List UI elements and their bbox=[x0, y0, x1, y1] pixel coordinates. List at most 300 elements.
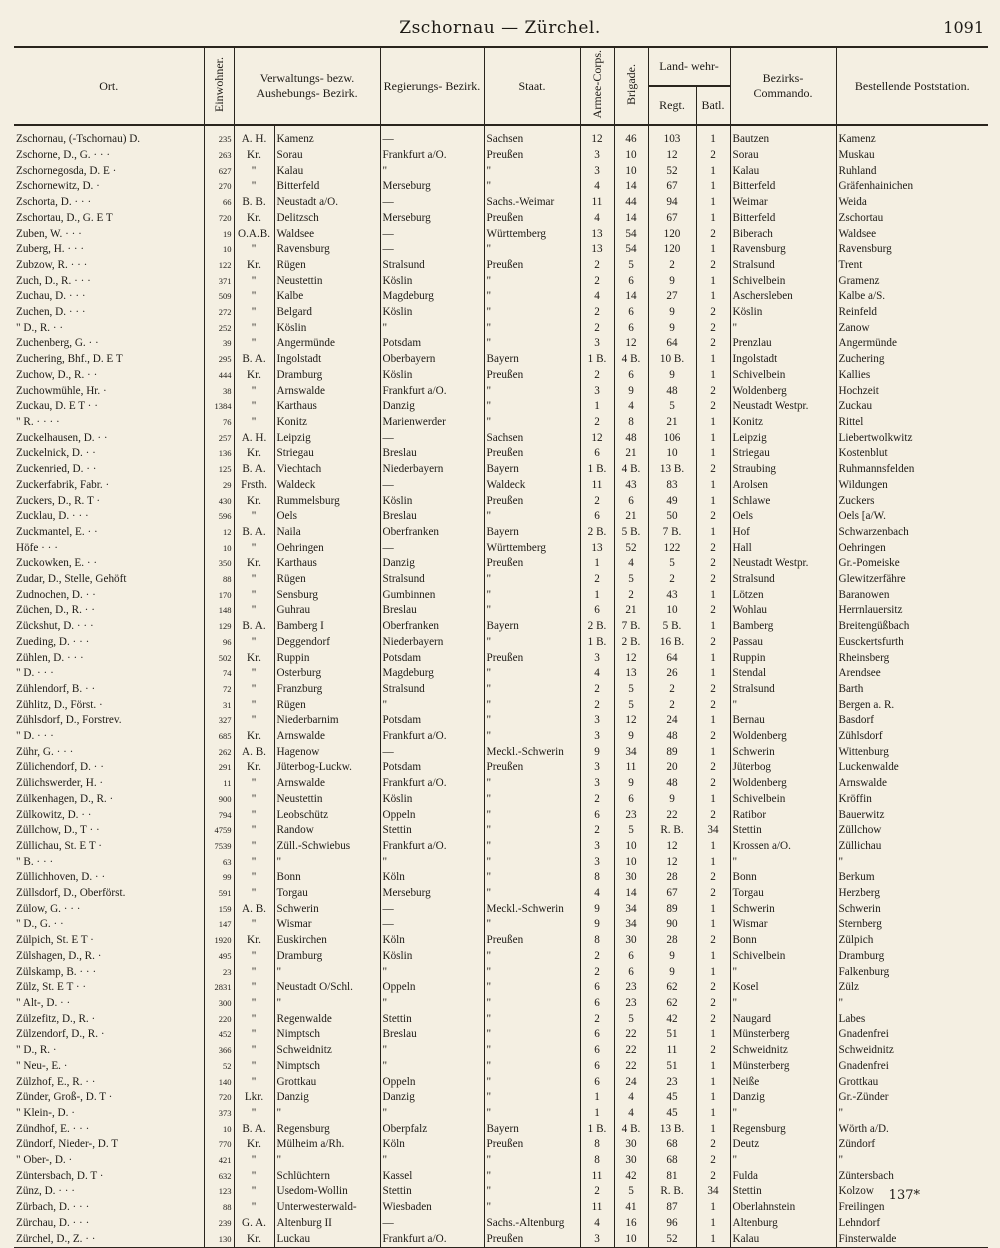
state-cell: Sachsen bbox=[484, 431, 580, 447]
inhabitants-cell: 147 bbox=[204, 917, 234, 933]
landwehr-regiment-cell: 48 bbox=[648, 729, 696, 745]
brigade-cell: 5 bbox=[614, 823, 648, 839]
district-type-cell: A. H. bbox=[234, 431, 274, 447]
district-command-cell: Kalau bbox=[730, 1232, 836, 1248]
post-station-cell: Züllichau bbox=[836, 839, 988, 855]
brigade-cell: 12 bbox=[614, 713, 648, 729]
place-name-cell: Zuckmantel, E. · · bbox=[16, 525, 98, 538]
post-station-cell: Reinfeld bbox=[836, 305, 988, 321]
landwehr-battalion-cell: 1 bbox=[696, 1216, 730, 1232]
landwehr-battalion-cell: 2 bbox=[696, 603, 730, 619]
district-command-cell: Woldenberg bbox=[730, 384, 836, 400]
inhabitants-cell: 130 bbox=[204, 1232, 234, 1248]
district-type-cell: Kr. bbox=[234, 211, 274, 227]
district-type-cell: " bbox=[234, 1075, 274, 1091]
district-cell: Waldsee bbox=[274, 227, 380, 243]
place-name-cell: Zülskamp, B. · · · bbox=[16, 965, 97, 978]
district-command-cell: Torgau bbox=[730, 886, 836, 902]
district-command-cell: Oberlahnstein bbox=[730, 1200, 836, 1216]
district-command-cell: Hall bbox=[730, 541, 836, 557]
district-command-cell: Schivelbein bbox=[730, 949, 836, 965]
place-name-cell: Zuckers, D., R. T · bbox=[16, 494, 101, 507]
inhabitants-cell: 96 bbox=[204, 635, 234, 651]
post-station-cell: Zuckau bbox=[836, 399, 988, 415]
place-name-cell: Zülpich, St. E T · bbox=[16, 934, 94, 947]
district-command-cell: Deutz bbox=[730, 1137, 836, 1153]
post-station-cell: Glewitzerfähre bbox=[836, 572, 988, 588]
post-station-cell: " bbox=[836, 1153, 988, 1169]
inhabitants-cell: 10 bbox=[204, 541, 234, 557]
post-station-cell: Kröffin bbox=[836, 792, 988, 808]
landwehr-regiment-cell: 10 B. bbox=[648, 352, 696, 368]
army-corps-cell: 8 bbox=[580, 1137, 614, 1153]
district-cell: Naila bbox=[274, 525, 380, 541]
district-type-cell: Kr. bbox=[234, 446, 274, 462]
brigade-cell: 22 bbox=[614, 1059, 648, 1075]
table-row bbox=[14, 446, 988, 462]
inhabitants-cell: 52 bbox=[204, 1059, 234, 1075]
army-corps-cell: 6 bbox=[580, 1027, 614, 1043]
table-row bbox=[14, 776, 988, 792]
landwehr-battalion-cell: 1 bbox=[696, 1200, 730, 1216]
brigade-cell: 46 bbox=[614, 125, 648, 148]
brigade-cell: 14 bbox=[614, 289, 648, 305]
place-name-cell: Zschorta, D. · · · bbox=[16, 196, 92, 209]
table-row bbox=[14, 384, 988, 400]
brigade-cell: 14 bbox=[614, 886, 648, 902]
landwehr-regiment-cell: 64 bbox=[648, 336, 696, 352]
state-cell: " bbox=[484, 164, 580, 180]
army-corps-cell: 6 bbox=[580, 509, 614, 525]
state-cell: " bbox=[484, 1153, 580, 1169]
brigade-cell: 9 bbox=[614, 729, 648, 745]
district-type-cell: " bbox=[234, 541, 274, 557]
header-brigade-text: Brigade. bbox=[623, 63, 638, 105]
inhabitants-cell: 591 bbox=[204, 886, 234, 902]
landwehr-regiment-cell: 12 bbox=[648, 855, 696, 871]
landwehr-regiment-cell: 10 bbox=[648, 603, 696, 619]
district-cell: Leipzig bbox=[274, 431, 380, 447]
landwehr-regiment-cell: 28 bbox=[648, 870, 696, 886]
brigade-cell: 5 bbox=[614, 1184, 648, 1200]
district-command-cell: Stettin bbox=[730, 823, 836, 839]
district-cell: Oehringen bbox=[274, 541, 380, 557]
government-district-cell: — bbox=[380, 478, 484, 494]
brigade-cell: 4 bbox=[614, 399, 648, 415]
army-corps-cell: 2 bbox=[580, 949, 614, 965]
brigade-cell: 14 bbox=[614, 179, 648, 195]
government-district-cell: Frankfurt a/O. bbox=[380, 1232, 484, 1248]
landwehr-battalion-cell: 2 bbox=[696, 336, 730, 352]
inhabitants-cell: 123 bbox=[204, 1184, 234, 1200]
brigade-cell: 34 bbox=[614, 745, 648, 761]
inhabitants-cell: 136 bbox=[204, 446, 234, 462]
landwehr-regiment-cell: 13 B. bbox=[648, 1122, 696, 1138]
district-cell: Guhrau bbox=[274, 603, 380, 619]
brigade-cell: 21 bbox=[614, 603, 648, 619]
landwehr-battalion-cell: 1 bbox=[696, 352, 730, 368]
district-type-cell: " bbox=[234, 635, 274, 651]
brigade-cell: 22 bbox=[614, 1027, 648, 1043]
state-cell: Preußen bbox=[484, 556, 580, 572]
place-name-cell: Zülshagen, D., R. · bbox=[16, 949, 102, 962]
army-corps-cell: 4 bbox=[580, 289, 614, 305]
district-type-cell: " bbox=[234, 179, 274, 195]
post-station-cell: Kostenblut bbox=[836, 446, 988, 462]
landwehr-battalion-cell: 2 bbox=[696, 556, 730, 572]
district-command-cell: Lötzen bbox=[730, 588, 836, 604]
landwehr-battalion-cell: 1 bbox=[696, 211, 730, 227]
army-corps-cell: 8 bbox=[580, 870, 614, 886]
army-corps-cell: 2 B. bbox=[580, 525, 614, 541]
page-number: 1091 bbox=[943, 18, 984, 37]
state-cell: " bbox=[484, 980, 580, 996]
brigade-cell: 24 bbox=[614, 1075, 648, 1091]
landwehr-regiment-cell: 9 bbox=[648, 274, 696, 290]
landwehr-regiment-cell: 2 bbox=[648, 258, 696, 274]
army-corps-cell: 2 bbox=[580, 321, 614, 337]
government-district-cell: Oppeln bbox=[380, 1075, 484, 1091]
brigade-cell: 6 bbox=[614, 274, 648, 290]
district-command-cell: " bbox=[730, 1153, 836, 1169]
state-cell: " bbox=[484, 1027, 580, 1043]
district-cell: Nimptsch bbox=[274, 1027, 380, 1043]
district-cell: Dramburg bbox=[274, 949, 380, 965]
district-cell: Dramburg bbox=[274, 368, 380, 384]
government-district-cell: " bbox=[380, 965, 484, 981]
district-command-cell: Aschersleben bbox=[730, 289, 836, 305]
post-station-cell: Kalbe a/S. bbox=[836, 289, 988, 305]
place-name-cell: Züntersbach, D. T · bbox=[16, 1169, 104, 1182]
place-name-cell: Zülz, St. E T · · bbox=[16, 981, 87, 994]
district-command-cell: Ingolstadt bbox=[730, 352, 836, 368]
table-row bbox=[14, 666, 988, 682]
district-command-cell: Schlawe bbox=[730, 494, 836, 510]
brigade-cell: 30 bbox=[614, 1153, 648, 1169]
inhabitants-cell: 170 bbox=[204, 588, 234, 604]
post-station-cell: Luckenwalde bbox=[836, 760, 988, 776]
army-corps-cell: 3 bbox=[580, 384, 614, 400]
government-district-cell: Oberfranken bbox=[380, 525, 484, 541]
state-cell: " bbox=[484, 1200, 580, 1216]
landwehr-battalion-cell: 1 bbox=[696, 792, 730, 808]
army-corps-cell: 2 bbox=[580, 494, 614, 510]
government-district-cell: — bbox=[380, 242, 484, 258]
district-type-cell: B. A. bbox=[234, 525, 274, 541]
brigade-cell: 12 bbox=[614, 651, 648, 667]
inhabitants-cell: 31 bbox=[204, 698, 234, 714]
brigade-cell: 2 bbox=[614, 588, 648, 604]
district-cell: Konitz bbox=[274, 415, 380, 431]
government-district-cell: Wiesbaden bbox=[380, 1200, 484, 1216]
table-row bbox=[14, 713, 988, 729]
post-station-cell: Rheinsberg bbox=[836, 651, 988, 667]
place-name-cell: Zuchowmühle, Hr. · bbox=[16, 384, 107, 397]
state-cell: " bbox=[484, 996, 580, 1012]
landwehr-regiment-cell: 87 bbox=[648, 1200, 696, 1216]
inhabitants-cell: 627 bbox=[204, 164, 234, 180]
landwehr-regiment-cell: 2 bbox=[648, 572, 696, 588]
district-cell: Arnswalde bbox=[274, 384, 380, 400]
brigade-cell: 5 bbox=[614, 572, 648, 588]
government-district-cell: Oppeln bbox=[380, 808, 484, 824]
place-name-cell: Zschortau, D., G. E T bbox=[16, 211, 113, 224]
inhabitants-cell: 452 bbox=[204, 1027, 234, 1043]
place-name-cell: Zülzhof, E., R. · · bbox=[16, 1075, 96, 1088]
state-cell: Preußen bbox=[484, 651, 580, 667]
inhabitants-cell: 88 bbox=[204, 1200, 234, 1216]
landwehr-battalion-cell: 2 bbox=[696, 509, 730, 525]
government-district-cell: Stettin bbox=[380, 1184, 484, 1200]
brigade-cell: 10 bbox=[614, 855, 648, 871]
landwehr-battalion-cell: 2 bbox=[696, 682, 730, 698]
army-corps-cell: 13 bbox=[580, 227, 614, 243]
district-cell: Usedom-Wollin bbox=[274, 1184, 380, 1200]
table-row bbox=[14, 1122, 988, 1138]
district-cell: Schlüchtern bbox=[274, 1169, 380, 1185]
landwehr-battalion-cell: 2 bbox=[696, 321, 730, 337]
state-cell: " bbox=[484, 384, 580, 400]
landwehr-battalion-cell: 1 bbox=[696, 525, 730, 541]
place-name-cell: Züchen, D., R. · · bbox=[16, 604, 95, 617]
place-name-cell: Züllichau, St. E T · bbox=[16, 839, 102, 852]
district-command-cell: Kalau bbox=[730, 164, 836, 180]
state-cell: Bayern bbox=[484, 525, 580, 541]
army-corps-cell: 3 bbox=[580, 729, 614, 745]
army-corps-cell: 2 bbox=[580, 258, 614, 274]
government-district-cell: — bbox=[380, 227, 484, 243]
army-corps-cell: 2 bbox=[580, 1184, 614, 1200]
landwehr-battalion-cell: 1 bbox=[696, 965, 730, 981]
government-district-cell: — bbox=[380, 1216, 484, 1232]
post-station-cell: Eusckertsfurth bbox=[836, 635, 988, 651]
government-district-cell: " bbox=[380, 1153, 484, 1169]
government-district-cell: — bbox=[380, 195, 484, 211]
district-command-cell: Bamberg bbox=[730, 619, 836, 635]
landwehr-regiment-cell: 28 bbox=[648, 933, 696, 949]
table-row bbox=[14, 588, 988, 604]
district-cell: " bbox=[274, 965, 380, 981]
army-corps-cell: 8 bbox=[580, 1153, 614, 1169]
district-command-cell: Biberach bbox=[730, 227, 836, 243]
post-station-cell: Basdorf bbox=[836, 713, 988, 729]
state-cell: Preußen bbox=[484, 1137, 580, 1153]
district-cell: Regenwalde bbox=[274, 1012, 380, 1028]
district-type-cell: Kr. bbox=[234, 368, 274, 384]
landwehr-regiment-cell: 11 bbox=[648, 1043, 696, 1059]
landwehr-battalion-cell: 1 bbox=[696, 446, 730, 462]
district-cell: Neustettin bbox=[274, 792, 380, 808]
post-station-cell: " bbox=[836, 1106, 988, 1122]
government-district-cell: Frankfurt a/O. bbox=[380, 384, 484, 400]
government-district-cell: Kassel bbox=[380, 1169, 484, 1185]
table-row bbox=[14, 1090, 988, 1106]
army-corps-cell: 3 bbox=[580, 148, 614, 164]
district-command-cell: Danzig bbox=[730, 1090, 836, 1106]
state-cell: Preußen bbox=[484, 368, 580, 384]
brigade-cell: 14 bbox=[614, 211, 648, 227]
landwehr-battalion-cell: 1 bbox=[696, 1027, 730, 1043]
brigade-cell: 9 bbox=[614, 776, 648, 792]
table-row bbox=[14, 682, 988, 698]
post-station-cell: Trent bbox=[836, 258, 988, 274]
landwehr-battalion-cell: 1 bbox=[696, 179, 730, 195]
state-cell: " bbox=[484, 415, 580, 431]
table-row bbox=[14, 305, 988, 321]
district-cell: Bonn bbox=[274, 870, 380, 886]
army-corps-cell: 3 bbox=[580, 336, 614, 352]
district-type-cell: Kr. bbox=[234, 651, 274, 667]
district-cell: Delitzsch bbox=[274, 211, 380, 227]
district-type-cell: " bbox=[234, 399, 274, 415]
district-cell: Schwerin bbox=[274, 902, 380, 918]
district-cell: Karthaus bbox=[274, 556, 380, 572]
running-title: Zschornau — Zürchel. bbox=[399, 18, 601, 38]
brigade-cell: 4 B. bbox=[614, 1122, 648, 1138]
district-type-cell: B. A. bbox=[234, 352, 274, 368]
district-type-cell: " bbox=[234, 666, 274, 682]
government-district-cell: Breslau bbox=[380, 1027, 484, 1043]
landwehr-regiment-cell: 9 bbox=[648, 792, 696, 808]
state-cell: " bbox=[484, 509, 580, 525]
district-type-cell: " bbox=[234, 682, 274, 698]
district-cell: Hagenow bbox=[274, 745, 380, 761]
brigade-cell: 21 bbox=[614, 446, 648, 462]
state-cell: " bbox=[484, 1075, 580, 1091]
landwehr-battalion-cell: 1 bbox=[696, 494, 730, 510]
army-corps-cell: 4 bbox=[580, 886, 614, 902]
brigade-cell: 41 bbox=[614, 1200, 648, 1216]
district-type-cell: Kr. bbox=[234, 556, 274, 572]
post-station-cell: Ruhmannsfelden bbox=[836, 462, 988, 478]
district-type-cell: " bbox=[234, 823, 274, 839]
state-cell: " bbox=[484, 603, 580, 619]
army-corps-cell: 11 bbox=[580, 1200, 614, 1216]
place-name-cell: " Alt-, D. · · bbox=[16, 997, 71, 1009]
table-row bbox=[14, 996, 988, 1012]
state-cell: " bbox=[484, 808, 580, 824]
brigade-cell: 10 bbox=[614, 164, 648, 180]
army-corps-cell: 4 bbox=[580, 179, 614, 195]
landwehr-battalion-cell: 1 bbox=[696, 415, 730, 431]
district-type-cell: " bbox=[234, 289, 274, 305]
landwehr-regiment-cell: 9 bbox=[648, 949, 696, 965]
inhabitants-cell: 770 bbox=[204, 1137, 234, 1153]
landwehr-regiment-cell: 90 bbox=[648, 917, 696, 933]
place-name-cell: " Ober-, D. · bbox=[16, 1154, 73, 1167]
district-cell: Osterburg bbox=[274, 666, 380, 682]
government-district-cell: Danzig bbox=[380, 556, 484, 572]
district-cell: " bbox=[274, 996, 380, 1012]
landwehr-regiment-cell: 67 bbox=[648, 886, 696, 902]
inhabitants-cell: 2831 bbox=[204, 980, 234, 996]
landwehr-battalion-cell: 1 bbox=[696, 1059, 730, 1075]
district-type-cell: " bbox=[234, 1043, 274, 1059]
district-command-cell: Schivelbein bbox=[730, 792, 836, 808]
district-type-cell: B. A. bbox=[234, 462, 274, 478]
table-row bbox=[14, 1232, 988, 1248]
government-district-cell: Köslin bbox=[380, 949, 484, 965]
landwehr-regiment-cell: 122 bbox=[648, 541, 696, 557]
table-row bbox=[14, 902, 988, 918]
district-type-cell: " bbox=[234, 1106, 274, 1122]
state-cell: " bbox=[484, 399, 580, 415]
table-row bbox=[14, 478, 988, 494]
post-station-cell: Gnadenfrei bbox=[836, 1059, 988, 1075]
landwehr-regiment-cell: 68 bbox=[648, 1137, 696, 1153]
place-name-cell: Zubzow, R. · · · bbox=[16, 258, 88, 271]
inhabitants-cell: 76 bbox=[204, 415, 234, 431]
district-cell: Kalbe bbox=[274, 289, 380, 305]
state-cell: " bbox=[484, 886, 580, 902]
district-cell: Ruppin bbox=[274, 651, 380, 667]
inhabitants-cell: 509 bbox=[204, 289, 234, 305]
district-cell: Striegau bbox=[274, 446, 380, 462]
district-type-cell: B. A. bbox=[234, 1122, 274, 1138]
district-cell: Viechtach bbox=[274, 462, 380, 478]
landwehr-regiment-cell: 67 bbox=[648, 179, 696, 195]
table-row bbox=[14, 368, 988, 384]
district-command-cell: Konitz bbox=[730, 415, 836, 431]
government-district-cell: " bbox=[380, 698, 484, 714]
landwehr-regiment-cell: 10 bbox=[648, 446, 696, 462]
post-station-cell: Zülpich bbox=[836, 933, 988, 949]
landwehr-regiment-cell: 43 bbox=[648, 588, 696, 604]
state-cell: " bbox=[484, 242, 580, 258]
post-station-cell: Sternberg bbox=[836, 917, 988, 933]
table-row bbox=[14, 651, 988, 667]
landwehr-battalion-cell: 2 bbox=[696, 933, 730, 949]
state-cell: " bbox=[484, 588, 580, 604]
brigade-cell: 23 bbox=[614, 980, 648, 996]
army-corps-cell: 9 bbox=[580, 902, 614, 918]
inhabitants-cell: 900 bbox=[204, 792, 234, 808]
state-cell: " bbox=[484, 949, 580, 965]
inhabitants-cell: 1920 bbox=[204, 933, 234, 949]
district-command-cell: Leipzig bbox=[730, 431, 836, 447]
government-district-cell: Merseburg bbox=[380, 886, 484, 902]
district-command-cell: " bbox=[730, 965, 836, 981]
post-station-cell: Freilingen bbox=[836, 1200, 988, 1216]
table-row bbox=[14, 823, 988, 839]
table-row bbox=[14, 525, 988, 541]
place-name-cell: Höfe · · · bbox=[16, 541, 58, 554]
district-cell: Leobschütz bbox=[274, 808, 380, 824]
state-cell: Württemberg bbox=[484, 541, 580, 557]
district-cell: Deggendorf bbox=[274, 635, 380, 651]
brigade-cell: 23 bbox=[614, 996, 648, 1012]
landwehr-battalion-cell: 1 bbox=[696, 588, 730, 604]
inhabitants-cell: 263 bbox=[204, 148, 234, 164]
inhabitants-cell: 373 bbox=[204, 1106, 234, 1122]
post-station-cell: Barth bbox=[836, 682, 988, 698]
district-type-cell: Kr. bbox=[234, 1232, 274, 1248]
header-staat: Staat. bbox=[484, 47, 580, 125]
landwehr-regiment-cell: 52 bbox=[648, 1232, 696, 1248]
place-name-cell: Zühlen, D. · · · bbox=[16, 651, 84, 664]
district-type-cell: " bbox=[234, 792, 274, 808]
district-cell: Karthaus bbox=[274, 399, 380, 415]
brigade-cell: 5 B. bbox=[614, 525, 648, 541]
district-type-cell: " bbox=[234, 1184, 274, 1200]
place-name-cell: " Neu-, E. · bbox=[16, 1059, 68, 1072]
district-type-cell: " bbox=[234, 886, 274, 902]
district-cell: Euskirchen bbox=[274, 933, 380, 949]
landwehr-battalion-cell: 1 bbox=[696, 917, 730, 933]
landwehr-battalion-cell: 2 bbox=[696, 776, 730, 792]
government-district-cell: — bbox=[380, 431, 484, 447]
place-name-cell: Zülow, G. · · · bbox=[16, 902, 81, 915]
